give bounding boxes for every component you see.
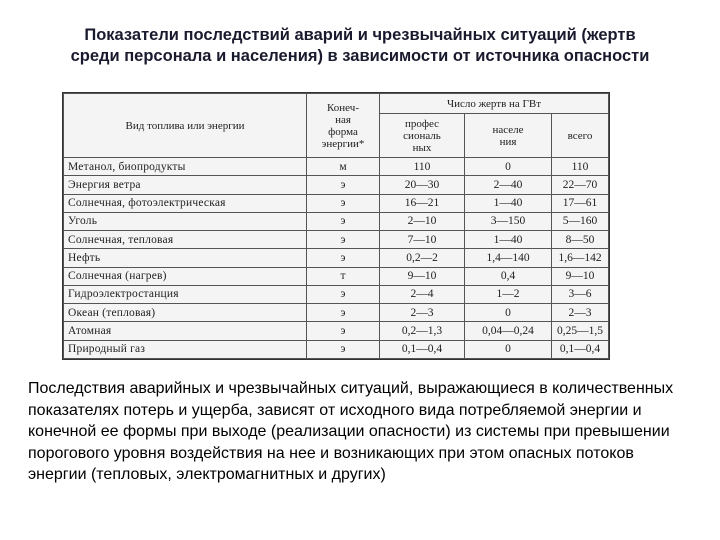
total-cell: 8—50 [552, 231, 609, 249]
total-cell: 1,6—142 [552, 249, 609, 267]
page-title [20, 25, 700, 67]
form-cell: э [307, 304, 380, 322]
header-form-line: Конеч- [327, 101, 359, 114]
population-cell: 1—2 [465, 285, 552, 303]
header-form-line: энергии* [321, 137, 365, 150]
description-paragraph: Последствия аварийных и чрезвычайных ситуаций, выражающиеся в количественных показателях потерь и ущерба, зависят от исходного вида потребляемой энергии и конечной ее формы при выходе (реализации опасности) из системы при превышении порогового уровня воздействия на нее и возникающих при этом опасных потоков энергии (тепловых, электромагнитных и других) [28, 380, 674, 484]
professional-cell: 2—10 [380, 212, 465, 230]
professional-cell: 110 [380, 158, 465, 176]
form-cell: э [307, 285, 380, 303]
fuel-name-cell: Метанол, биопродукты [64, 158, 307, 176]
form-cell: э [307, 340, 380, 358]
total-cell: 0,1—0,4 [552, 340, 609, 358]
professional-cell: 0,2—1,3 [380, 322, 465, 340]
header-professional [380, 114, 465, 158]
victims-table [63, 93, 609, 359]
professional-cell: 16—21 [380, 194, 465, 212]
form-cell: т [307, 267, 380, 285]
header-prof-line: профес [404, 117, 440, 130]
fuel-name-cell: Гидроэлектростанция [64, 285, 307, 303]
table-row [64, 176, 609, 194]
header-total: всего [552, 114, 609, 158]
form-cell: э [307, 322, 380, 340]
population-cell: 0,04—0,24 [465, 322, 552, 340]
fuel-name-cell: Солнечная, тепловая [64, 231, 307, 249]
population-cell: 0 [465, 340, 552, 358]
table-row [64, 340, 609, 358]
table-row [64, 194, 609, 212]
fuel-name-cell: Океан (тепловая) [64, 304, 307, 322]
data-table-image [62, 92, 610, 360]
professional-cell: 0,1—0,4 [380, 340, 465, 358]
table-row [64, 212, 609, 230]
form-cell: э [307, 212, 380, 230]
header-fuel: Вид топлива или энергии [64, 94, 307, 158]
header-prof-line: сиональ [403, 129, 441, 142]
professional-cell: 2—3 [380, 304, 465, 322]
professional-cell: 20—30 [380, 176, 465, 194]
title-line-2: среди персонала и населения) в зависимости от источника опасности [70, 47, 650, 65]
professional-cell: 0,2—2 [380, 249, 465, 267]
total-cell: 17—61 [552, 194, 609, 212]
total-cell: 110 [552, 158, 609, 176]
total-cell: 9—10 [552, 267, 609, 285]
fuel-name-cell: Солнечная, фотоэлектрическая [64, 194, 307, 212]
total-cell: 0,25—1,5 [552, 322, 609, 340]
table-row [64, 322, 609, 340]
population-cell: 1—40 [465, 194, 552, 212]
professional-cell: 9—10 [380, 267, 465, 285]
total-cell: 22—70 [552, 176, 609, 194]
header-pop-line: ния [499, 135, 517, 148]
fuel-name-cell: Энергия ветра [64, 176, 307, 194]
professional-cell: 7—10 [380, 231, 465, 249]
fuel-name-cell: Солнечная (нагрев) [64, 267, 307, 285]
header-victims: Число жертв на ГВт [380, 94, 609, 114]
form-cell: э [307, 176, 380, 194]
header-form-line: форма [328, 125, 358, 138]
header-form [307, 94, 380, 158]
header-pop-line: населе [492, 123, 524, 136]
header-population [465, 114, 552, 158]
population-cell: 3—150 [465, 212, 552, 230]
form-cell: э [307, 194, 380, 212]
header-form-line: ная [335, 113, 351, 126]
fuel-name-cell: Природный газ [64, 340, 307, 358]
form-cell: э [307, 231, 380, 249]
population-cell: 1—40 [465, 231, 552, 249]
total-cell: 2—3 [552, 304, 609, 322]
table-body [64, 158, 609, 359]
table-row [64, 249, 609, 267]
table-row [64, 285, 609, 303]
table-row [64, 267, 609, 285]
population-cell: 0,4 [465, 267, 552, 285]
table-row [64, 304, 609, 322]
table-row [64, 231, 609, 249]
total-cell: 5—160 [552, 212, 609, 230]
fuel-name-cell: Атомная [64, 322, 307, 340]
population-cell: 2—40 [465, 176, 552, 194]
form-cell: м [307, 158, 380, 176]
form-cell: э [307, 249, 380, 267]
population-cell: 0 [465, 304, 552, 322]
fuel-name-cell: Уголь [64, 212, 307, 230]
header-prof-line: ных [412, 141, 432, 154]
total-cell: 3—6 [552, 285, 609, 303]
fuel-name-cell: Нефть [64, 249, 307, 267]
population-cell: 1,4—140 [465, 249, 552, 267]
professional-cell: 2—4 [380, 285, 465, 303]
table-row [64, 158, 609, 176]
population-cell: 0 [465, 158, 552, 176]
title-line-1: Показатели последствий аварий и чрезвычайных ситуаций (жертв [84, 26, 636, 44]
